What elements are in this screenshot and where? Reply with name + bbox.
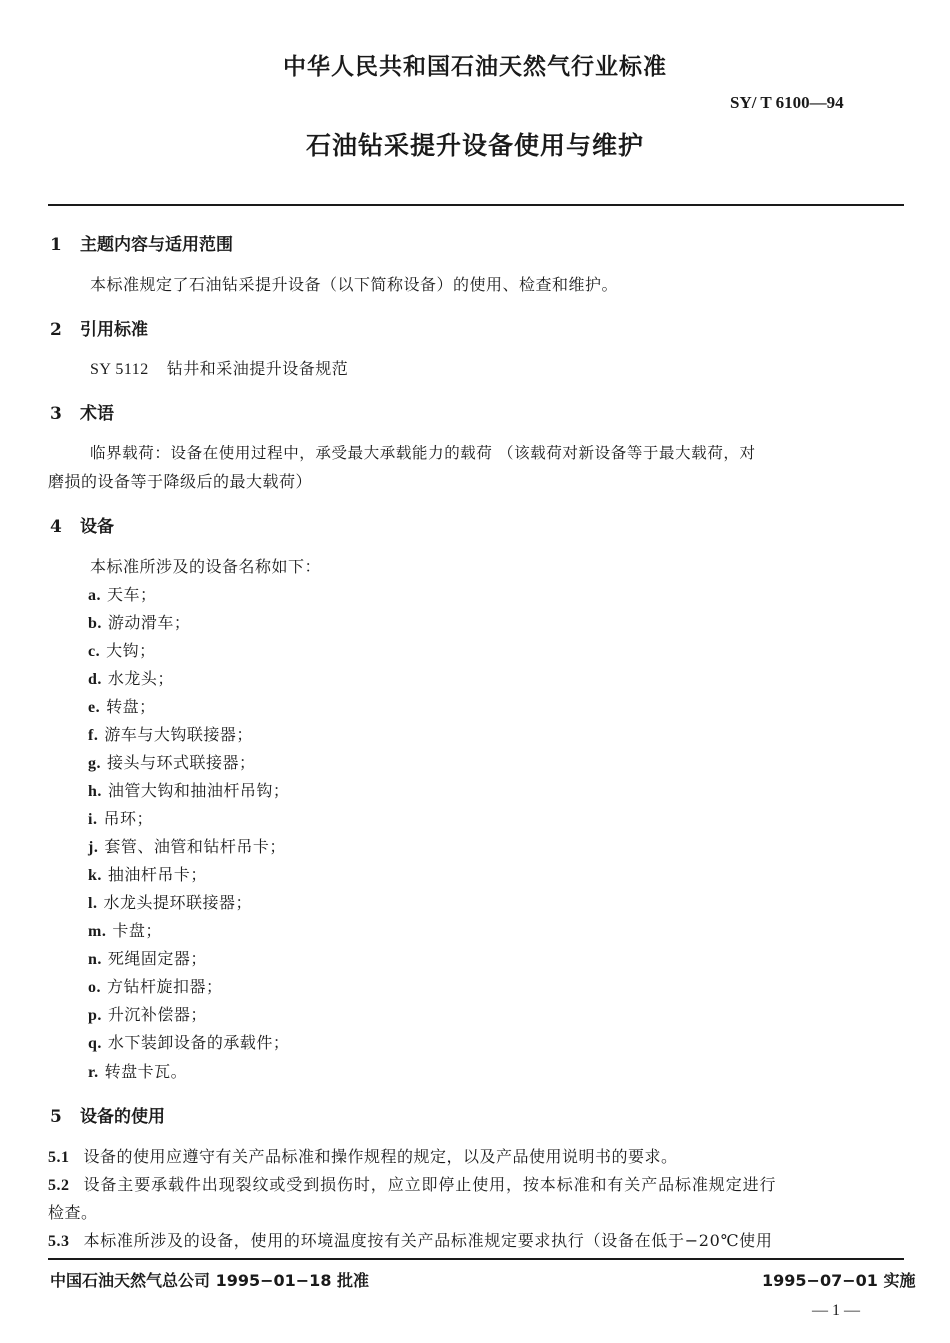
item-text: 天车； [107,585,157,604]
clause-text: 设备的使用应遵守有关产品标准和操作规程的规定，以及产品使用说明书的要求。 [83,1147,678,1166]
list-item [88,834,286,857]
issuing-organization: 中华人民共和国石油天然气行业标准 [283,54,667,80]
item-text: 死绳固定器； [107,949,207,968]
list-item [88,778,289,801]
section-title: 引用标准 [80,320,148,340]
item-letter: o. [88,979,101,996]
item-text: 游车与大钩联接器； [104,725,253,744]
list-item [88,918,162,941]
item-letter: e. [88,699,101,716]
item-letter: q. [88,1035,102,1052]
item-letter: r. [88,1064,99,1081]
reference-code: SY 5112 [90,361,149,378]
list-item [88,974,223,997]
footer-divider [48,1258,904,1260]
equipment-intro: 本标准所涉及的设备名称如下： [90,557,322,576]
clause-number: 5.2 [48,1177,70,1194]
effective-date: 1995−07−01 实施 [762,1271,916,1290]
list-item [88,582,157,605]
item-letter: h. [88,783,102,800]
section-title: 设备 [80,517,114,537]
item-letter: f. [88,727,99,744]
section-number: 3 [50,404,62,424]
list-item [88,694,156,717]
item-letter: d. [88,671,102,688]
list-item [88,722,253,745]
list-item [88,1030,289,1053]
item-letter: k. [88,867,102,884]
list-item [88,946,207,969]
section-3-heading [50,399,114,424]
item-letter: b. [88,615,102,632]
item-text: 水龙头提环联接器； [103,893,252,912]
item-text: 游动滑车； [107,613,191,632]
section-5-heading [50,1102,165,1127]
clause-5-1 [48,1144,678,1167]
item-text: 水龙头； [107,669,174,688]
item-text: 大钩； [106,641,156,660]
list-item [88,1059,187,1082]
document-title: 石油钻采提升设备使用与维护 [305,131,644,160]
reference-title: 钻井和采油提升设备规范 [166,359,349,378]
clause-number: 5.3 [48,1233,70,1250]
header-divider [48,204,904,206]
item-letter: p. [88,1007,102,1024]
item-letter: g. [88,755,101,772]
item-text: 抽油杆吊卡； [107,865,207,884]
list-item [88,890,252,913]
item-text: 卡盘； [112,921,162,940]
section-number: 4 [50,517,62,537]
page-number: — 1 — [812,1302,860,1319]
list-item [88,862,207,885]
item-text: 水下装卸设备的承载件； [107,1033,290,1052]
list-item [88,806,153,829]
list-item [88,666,174,689]
section-number: 1 [50,235,62,255]
item-letter: l. [88,895,98,912]
clause-5-3 [48,1228,773,1251]
item-letter: m. [88,923,107,940]
item-text: 转盘； [106,697,156,716]
section-title: 设备的使用 [80,1107,165,1127]
section-1-heading [50,230,233,255]
item-text: 油管大钩和抽油杆吊钩； [107,781,290,800]
item-text: 接头与环式联接器； [107,753,256,772]
item-letter: n. [88,951,102,968]
item-text: 升沉补偿器； [107,1005,207,1024]
standard-number: SY/ T 6100—94 [730,93,844,112]
section-title: 术语 [80,404,114,424]
item-letter: i. [88,811,98,828]
clause-number: 5.1 [48,1149,70,1166]
clause-5-2 [48,1172,776,1195]
item-text: 方钻杆旋扣器； [107,977,223,996]
list-item [88,610,190,633]
item-letter: j. [88,839,99,856]
clause-text: 本标准所涉及的设备，使用的环境温度按有关产品标准规定要求执行（设备在低于−20℃使用 [83,1231,773,1250]
item-text: 套管、油管和钻杆吊卡； [104,837,286,856]
clause-text: 设备主要承载件出现裂纹或受到损伤时，应立即停止使用，按本标准和有关产品标准规定进行 [83,1175,777,1194]
item-letter: c. [88,643,101,660]
section-4-heading [50,512,114,537]
section-2-heading [50,315,148,340]
definition-line-2: 磨损的设备等于降级后的最大载荷） [48,472,313,491]
section-number: 5 [50,1107,62,1127]
list-item [88,750,256,773]
section-title: 主题内容与适用范围 [80,235,233,255]
list-item [88,638,156,661]
item-text: 转盘卡瓦。 [104,1062,188,1081]
reference-standard [90,356,348,379]
item-letter: a. [88,587,101,604]
section-1-text: 本标准规定了石油钻采提升设备（以下简称设备）的使用、检查和维护。 [90,275,619,294]
section-number: 2 [50,320,62,340]
definition-line-1: 临界载荷：设备在使用过程中，承受最大承载能力的载荷 （该载荷对新设备等于最大载荷，对 [90,444,756,462]
list-item [88,1002,207,1025]
item-text: 吊环； [103,809,153,828]
clause-5-2-continued: 检查。 [48,1203,98,1222]
approval-statement: 中国石油天然气总公司 1995−01−18 批准 [50,1271,370,1290]
